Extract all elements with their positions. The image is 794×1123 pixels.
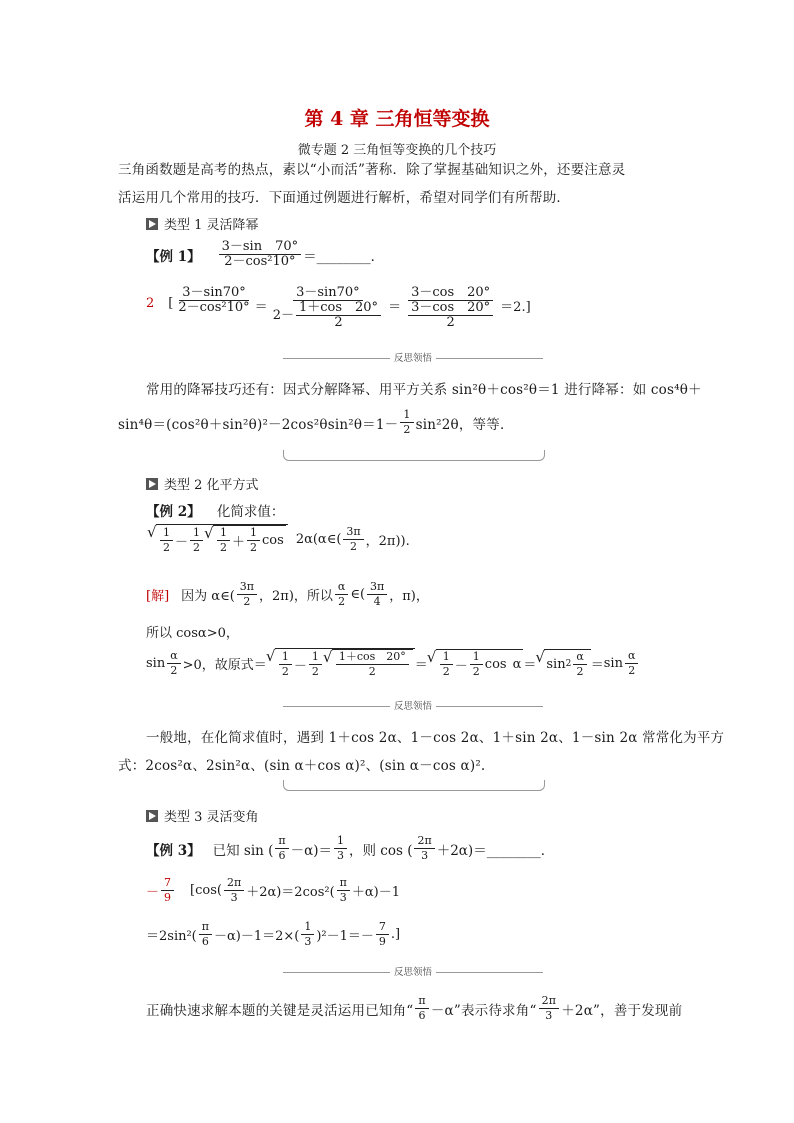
sol1-frac-c-num: 3－cos 20° [408, 286, 493, 301]
s3-half-b [309, 650, 322, 679]
note-1-line-2 [118, 408, 514, 437]
section-subtitle: 微专题 2 三角恒等变换的几个技巧 [297, 143, 497, 158]
s3-half-d-num: 1 [470, 650, 483, 665]
s3-alpha3-den: 2 [628, 664, 636, 677]
example-3-tag: 【例 3】 [146, 842, 201, 859]
s2-3pi4-den: 4 [373, 595, 381, 608]
s3-half-c [440, 650, 453, 679]
e3-sol1-a: [cos( [190, 883, 222, 898]
s3-sin3: sin [603, 656, 623, 671]
s3-half-b-num: 1 [309, 650, 322, 665]
e3-sol1-b: ＋2α)＝2cos²( [246, 885, 335, 900]
n3-pi-6 [415, 994, 428, 1023]
intro-line-1: 三角函数题是高考的热点，素以“小而活”著称．除了掌握基础知识之外，还要注意灵 [118, 162, 626, 178]
s3-sqrt-inner [332, 649, 413, 679]
e2-half-c-num: √ 1 [217, 526, 230, 541]
reflect-banner-2 [283, 700, 543, 712]
example-2-solution-1 [146, 580, 429, 609]
e3-third-num: 1 [334, 834, 347, 849]
example-1 [146, 240, 384, 269]
sol2-in: ∈( [350, 587, 366, 602]
s3-alpha2-den: 2 [576, 664, 584, 678]
equals-2: ＝ [388, 300, 402, 315]
s2-3pi-4 [367, 580, 387, 609]
sol1-frac-b-inner-num: 1＋cos 20° [296, 301, 381, 316]
e3-2pi-3 [414, 834, 434, 863]
e3s2-pi-6 [199, 920, 212, 949]
sol1-frac-b-den [270, 301, 386, 330]
sol1-frac-c-inner-den: 2 [446, 315, 455, 330]
e3-then: ，则 cos ( [349, 842, 413, 859]
e3-one-third [334, 834, 347, 863]
s3-alpha-2 [167, 649, 180, 678]
e3-sol2-c: )²－1＝－ [316, 929, 374, 944]
e2-half-a-num: √ 1 [160, 526, 173, 541]
s2-3pi-den: 2 [243, 595, 251, 608]
n3-2pi3-den: 3 [545, 1009, 553, 1022]
e3s2-7-9 [376, 920, 389, 949]
e2-half-c [217, 526, 230, 555]
e3s2-third-den: 3 [304, 935, 312, 948]
e2-half-a [160, 526, 173, 555]
s3-mid: >0，故原式＝ [182, 658, 267, 673]
sol1-frac-c-inner [408, 301, 493, 330]
e3s-pi-3 [337, 876, 350, 905]
type-3-heading [146, 806, 259, 825]
sol1-end: ＝2.] [500, 300, 531, 315]
sol2-end: ，π)， [389, 589, 429, 604]
n3-2pi3-num: 2π [539, 994, 560, 1009]
example-1-tag: 【例 1】 [146, 248, 201, 265]
sol2-mid: ，2π)，所以 [259, 589, 333, 604]
s3-half-a [279, 650, 292, 679]
e3s2-79-num: 7 [376, 920, 389, 935]
e2-half-d-den: 2 [250, 541, 258, 554]
e2-half-a-den: 2 [163, 540, 170, 554]
reflect-bracket-2 [283, 780, 545, 791]
e3-close: .] [390, 927, 401, 942]
note-1-line-2-pre: sin⁴θ＝(cos²θ＋sin²θ)²－2cos²θsin²θ＝1－ [118, 416, 399, 433]
e3-end: ＋2α)＝________． [436, 842, 555, 859]
example-1-answer: 2 [146, 296, 155, 311]
reflect-banner-1 [283, 352, 543, 364]
e3-pi6-num: π [275, 834, 288, 849]
note-3-line-1 [146, 994, 682, 1023]
s3-half-d [470, 650, 483, 679]
s2-alpha-den: 2 [338, 595, 346, 608]
s3-sqrt-3 [544, 649, 590, 679]
n3-pi6-num: π [415, 994, 428, 1009]
example-1-denominator: 2－cos²10° [224, 254, 296, 269]
s3-inner-frac [336, 650, 409, 679]
e3-third-den: 3 [337, 849, 345, 862]
e3-mid: －α)＝ [290, 842, 333, 859]
s3-alpha2-num: α [573, 650, 586, 665]
e3-2pi3-num: 2π [414, 834, 434, 849]
e3-pi6-den: 6 [278, 849, 286, 862]
sol1-frac-c [403, 286, 498, 330]
reflect-label-2: 反思领悟 [390, 698, 436, 712]
e2-3pi-2 [343, 525, 363, 554]
e3-sol1-c: ＋α)－1 [351, 885, 401, 900]
e3s2-pi6-num: π [199, 920, 212, 935]
reflect-bracket-1 [283, 450, 545, 461]
note-2-line-2: 式：2cos²α、2sin²α、(sin α＋cos α)²、(sin α－cos α)². [118, 758, 486, 774]
half-den: 2 [403, 423, 411, 436]
note-3-end: ＋2α”，善于发现前 [561, 1002, 683, 1019]
type-1-label: 类型 1 灵活降幂 [164, 218, 259, 233]
s3-inner-num: √ 1＋cos 20° [336, 650, 409, 665]
e3-sol2-a: ＝2sin²( [146, 929, 197, 944]
e2-half-b-den: 2 [193, 540, 201, 554]
s3-half-a-den: 2 [281, 664, 289, 678]
open-bracket: [ [168, 296, 174, 311]
note-2-line-1: 一般地，在化简求值时，遇到 1＋cos 2α、1－cos 2α、1＋sin 2α、1－sin 2α 常常化为平方 [146, 730, 725, 746]
s3-sin: sin [146, 656, 166, 671]
intro-line-2: 活运用几个常用的技巧．下面通过例题进行解析，希望对同学们有所帮助． [118, 190, 571, 206]
e3s2-pi6-den: 6 [201, 935, 209, 948]
s3-half-a-num: √ 1 [279, 650, 292, 665]
note-1-line-1: 常用的降幂技巧还有：因式分解降幂、用平方关系 sin²θ＋cos²θ＝1 进行降幂：如 cos⁴θ＋ [146, 382, 702, 398]
example-2-prompt [146, 500, 284, 520]
e2-cos: cos [262, 533, 284, 548]
s3-alpha-2b [573, 650, 586, 679]
type-2-label: 类型 2 化平方式 [164, 478, 259, 493]
s3-alpha-den: 2 [170, 664, 178, 677]
half-num: 1 [400, 408, 413, 423]
example-3 [146, 834, 554, 863]
example-1-solution [146, 286, 531, 330]
s2-3pi-num: 3π [237, 580, 257, 595]
e3-answer-den: 9 [164, 891, 172, 904]
example-1-numerator: 3－sin 70° [219, 240, 302, 255]
note-1-line-2-post: sin²2θ，等等． [415, 416, 514, 433]
n3-2pi-3 [539, 994, 560, 1023]
example-2-solution-2: 所以 cosα>0， [146, 626, 239, 641]
s3-sq: 2 [565, 659, 572, 669]
e3-pre: 已知 sin ( [212, 842, 274, 859]
s3-alpha-num: α [167, 649, 180, 664]
play-icon [146, 478, 158, 490]
e2-half-d [247, 526, 260, 555]
s3-alpha: α [512, 656, 522, 672]
note-3-mid: －α”表示待求角“ [430, 1002, 537, 1019]
s3-sqrt-1: √ $\frac{1}{2}$ － $\frac{1}{2}$ √ $\frac{1+\cos 20^\circ}{2}$ [275, 648, 415, 679]
example-1-blank: ＝________． [303, 248, 385, 265]
outer-sqrt: √ $\frac{1}{2}$ － $\frac{1}{2}$ √ $\frac{1}{2}$ ＋ $\frac{1}{2}$ cos [156, 524, 288, 555]
s2-alpha-2 [335, 580, 348, 609]
example-3-solution-1: － $\frac{7}{9}$ [cos( $\frac{2\pi}{3}$ ＋2α)＝2cos²( $\frac{\pi}{3}$ ＋α)－1 [146, 876, 401, 904]
e2-half-d-num: 1 [247, 526, 260, 541]
e3s2-79-den: 9 [378, 935, 386, 948]
s3-sin2: √ sin [546, 656, 566, 672]
s3-half-d-den: 2 [472, 664, 480, 678]
s3-alpha3-num: α [625, 649, 638, 664]
equals-1: ＝ [254, 300, 268, 315]
example-2-tag: 【例 2】 [146, 504, 201, 520]
example-3-solution-2 [146, 920, 400, 949]
n3-pi6-den: 6 [418, 1009, 426, 1022]
sol1-frac-b [270, 286, 386, 330]
e3s-pi3-den: 3 [339, 891, 347, 904]
reflect-banner-3 [283, 966, 543, 978]
s3-cos: cos [484, 656, 507, 672]
type-3-label: 类型 3 灵活变角 [164, 810, 259, 825]
play-icon [146, 810, 158, 822]
sol1-frac-b-inner-den: 2 [334, 315, 343, 330]
sol1-frac-b-num: 3－sin70° [293, 286, 363, 301]
e3-answer [161, 876, 174, 905]
e3-sol2-b: －α)－1＝2×( [214, 929, 300, 944]
s3-sqrt-2: √ $\frac{1}{2}$ － $\frac{1}{2}$ cos α [436, 649, 524, 679]
s2-3pi4-num: 3π [367, 580, 387, 595]
e3s-pi3-num: π [337, 876, 350, 891]
sol1-frac-a-den: 2－cos²10° [178, 300, 250, 315]
s2-3pi-2 [237, 580, 257, 609]
s3-half-c-den: 2 [442, 664, 450, 678]
e3-answer-num: 7 [161, 876, 174, 891]
e3-2pi3-den: 3 [421, 849, 429, 862]
sol1-frac-b-den-pre: 2－ [272, 307, 294, 323]
sol1-frac-a [175, 286, 252, 315]
note-1-half [400, 408, 413, 437]
e2-tail: 2α(α∈( [295, 532, 342, 547]
e2-range-end: ，2π)). [365, 534, 410, 549]
example-1-fraction [219, 240, 302, 269]
chapter-title: 第 4 章 三角恒等变换 [304, 108, 490, 130]
e2-3pi-num: 3π [343, 525, 363, 540]
note-3-pre: 正确快速求解本题的关键是灵活运用已知角“ [146, 1002, 414, 1019]
sol1-frac-c-den [403, 301, 498, 330]
s3-inner-den: 2 [368, 665, 376, 678]
reflect-label-1: 反思领悟 [390, 350, 436, 364]
type-2-heading [146, 474, 259, 493]
s3-half-c-num: √ 1 [440, 650, 453, 665]
sol2-pre: 因为 α∈( [181, 589, 235, 604]
s2-alpha-num: α [335, 580, 348, 595]
e3s-2pi3-num: 2π [224, 876, 244, 891]
solution-tag: [解] [146, 589, 170, 604]
e2-half-b-num: 1 [190, 526, 203, 541]
sol1-frac-a-num: 3－sin70° [179, 286, 249, 301]
e3s-2pi3-den: 3 [230, 891, 238, 904]
sol1-frac-c-inner-num: 3－cos 20° [408, 301, 493, 316]
e3s-2pi-3 [224, 876, 244, 905]
example-2-solution-3: sin $\frac{\alpha}{2}$ >0，故原式＝ √ $\frac{1}{2}$ － $\frac{1}{2}$ √ $\frac{1+\cos 20^\circ}{2}$ ＝ √ $\frac{1}{2}$ － $\frac{1}{2}$ cos α ＝ √ sin 2 $\frac{\alpha}{2}$ ＝ sin $\frac{\alpha}{2}$ [146, 648, 640, 679]
e2-half-b [190, 526, 203, 555]
e2-half-c-den: 2 [220, 541, 228, 554]
sol1-frac-b-inner [296, 301, 381, 330]
example-2-expression [148, 524, 410, 555]
reflect-label-3: 反思领悟 [390, 964, 436, 978]
s3-alpha-2c [625, 649, 638, 678]
e3-pi-6 [275, 834, 288, 863]
type-1-heading [146, 214, 259, 233]
e2-3pi-den: 2 [350, 540, 358, 553]
e3s2-third [301, 920, 314, 949]
e3s2-third-num: 1 [301, 920, 314, 935]
play-icon [146, 218, 158, 230]
example-2-prompt-text: 化简求值： [216, 504, 285, 520]
inner-sqrt: √ $\frac{1}{2}$ ＋ $\frac{1}{2}$ cos [213, 525, 286, 555]
s3-half-b-den: 2 [311, 664, 319, 678]
